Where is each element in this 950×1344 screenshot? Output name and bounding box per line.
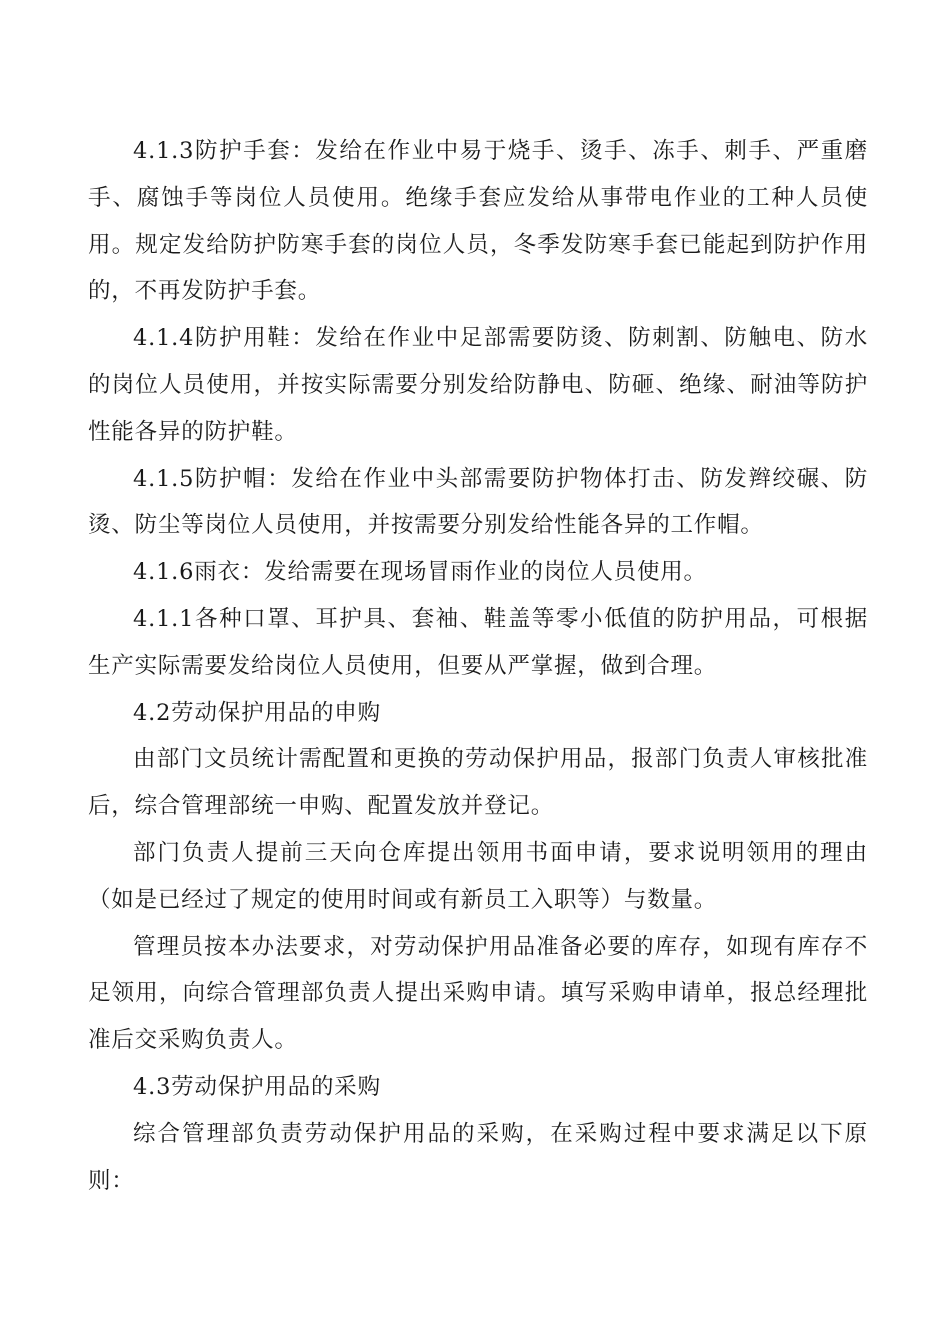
section-heading-procurement: 4.3劳动保护用品的采购 [133,1073,381,1100]
section-heading-purchase-request: 4.2劳动保护用品的申购 [133,699,381,726]
paragraph-procurement-principles: 综合管理部负责劳动保护用品的采购，在采购过程中要求满足以下原则： [88,1120,868,1194]
paragraph-shoes: 4.1.4防护用鞋：发给在作业中足部需要防烫、防刺割、防触电、防水的岗位人员使用，并按实际需要分别发给防静电、防砸、绝缘、耐油等防护性能各异的防护鞋。 [88,325,868,445]
paragraph-raincoat: 4.1.6雨衣：发给需要在现场冒雨作业的岗位人员使用。 [133,559,707,586]
paragraph-hats: 4.1.5防护帽：发给在作业中头部需要防护物体打击、防发辫绞碾、防烫、防尘等岗位人员使用，并按需要分别发给性能各异的工作帽。 [88,465,868,539]
paragraph-small-items: 4.1.1各种口罩、耳护具、套袖、鞋盖等零小低值的防护用品，可根据生产实际需要发给岗位人员使用，但要从严掌握，做到合理。 [88,605,868,679]
paragraph-department-request: 由部门文员统计需配置和更换的劳动保护用品，报部门负责人审核批准后，综合管理部统一申购、配置发放并登记。 [88,746,868,820]
document-page [88,128,868,1204]
paragraph-three-day-application: 部门负责人提前三天向仓库提出领用书面申请，要求说明领用的理由（如是已经过了规定的使用时间或有新员工入职等）与数量。 [88,839,868,913]
paragraph-inventory: 管理员按本办法要求，对劳动保护用品准备必要的库存，如现有库存不足领用，向综合管理部负责人提出采购申请。填写采购申请单，报总经理批准后交采购负责人。 [88,933,868,1054]
paragraph-gloves: 4.1.3防护手套：发给在作业中易于烧手、烫手、冻手、刺手、严重磨手、腐蚀手等岗位人员使用。绝缘手套应发给从事带电作业的工种人员使用。规定发给防护防寒手套的岗位人员，冬季发防寒手套已能起到防护作用的，不再发防护手套。 [88,138,868,305]
